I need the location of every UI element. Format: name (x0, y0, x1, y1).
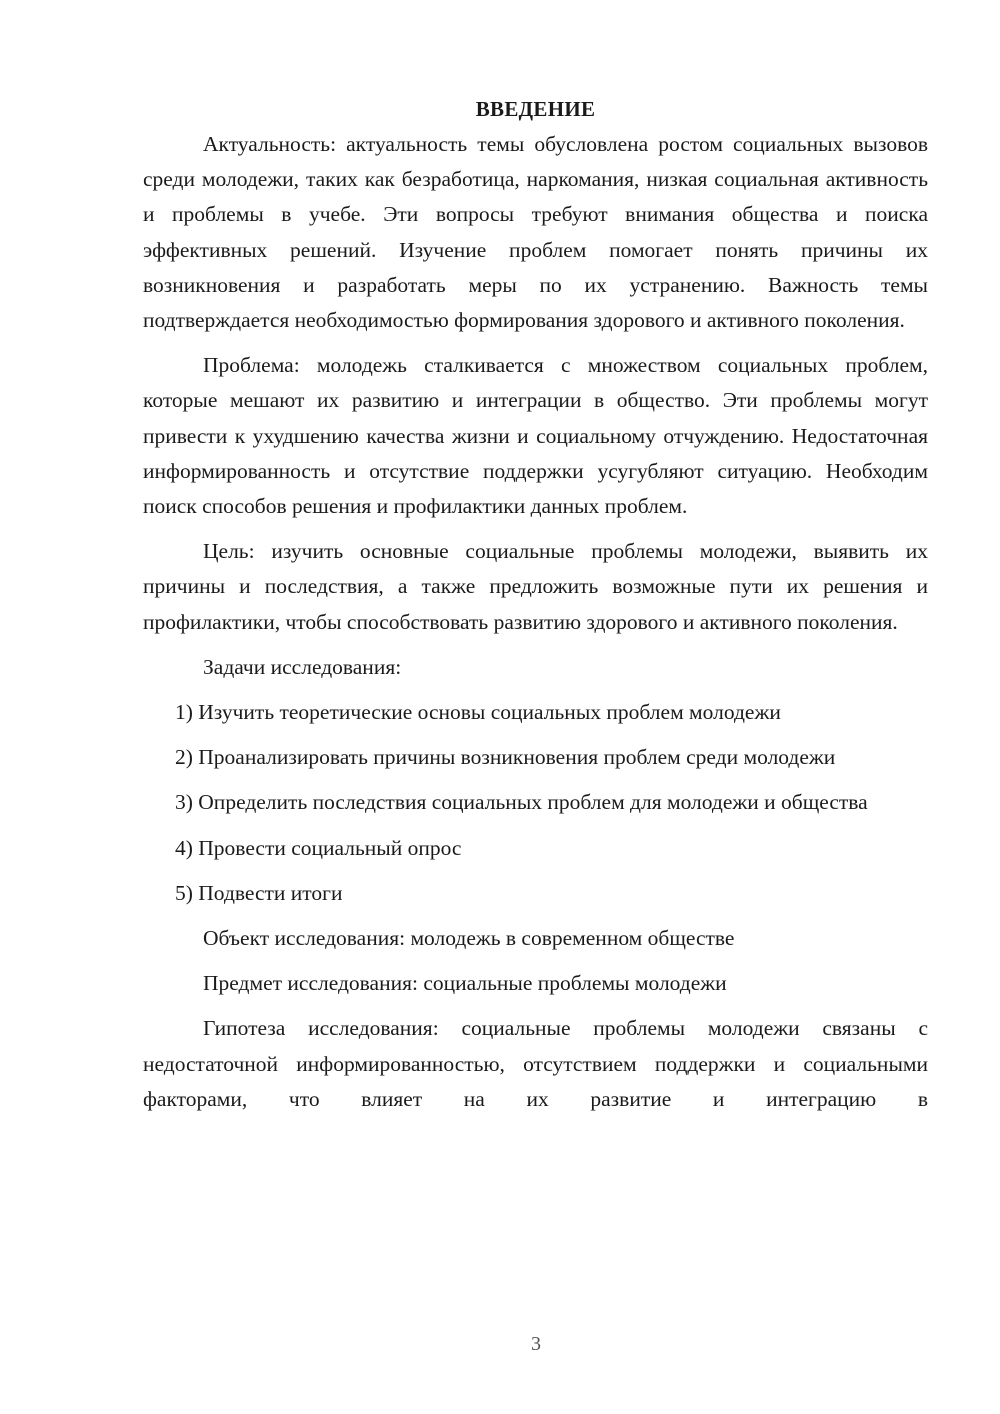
research-subject: Предмет исследования: социальные проблемы молодежи (203, 971, 727, 996)
task-item: 2) Проанализировать причины возникновения проблем среди молодежи (175, 745, 836, 770)
research-object: Объект исследования: молодежь в современном обществе (203, 926, 735, 951)
page-number: 3 (531, 1333, 541, 1355)
task-item: 1) Изучить теоретические основы социальных проблем молодежи (175, 700, 781, 725)
task-item: 4) Провести социальный опрос (175, 835, 462, 860)
paragraph-goal: Цель: изучить основные социальные проблемы молодежи, выявить их причины и последствия, а также предложить возможные пути их решения и профилактики, чтобы способствовать развитию здорового и активного поколения. (143, 539, 928, 634)
task-item: 5) Подвести итоги (175, 880, 343, 905)
section-title: ВВЕДЕНИЕ (475, 97, 596, 121)
document-page (143, 92, 928, 1117)
paragraph-problem: Проблема: молодежь сталкивается с множеством социальных проблем, которые мешают их развитию и интеграции в общество. Эти проблемы могут привести к ухудшению качества жизни и социальному отчуждению. Недостаточная информированность и отсутствие поддержки усугубляют ситуацию. Необходим поиск способов решения и профилактики данных проблем. (143, 353, 928, 519)
research-hypothesis: Гипотеза исследования: социальные проблемы молодежи связаны с недостаточной информированностью, отсутствием поддержки и социальными факторами, что влияет на их развитие и интеграцию в (143, 1016, 928, 1111)
tasks-heading: Задачи исследования: (203, 654, 402, 679)
paragraph-relevance: Актуальность: актуальность темы обусловлена ростом социальных вызовов среди молодежи, таких как безработица, наркомания, низкая социальная активность и проблемы в учебе. Эти вопросы требуют внимания общества и поиска эффективных решений. Изучение проблем помогает понять причины их возникновения и разработать меры по их устранению. Важность темы подтверждается необходимостью формирования здорового и активного поколения. (143, 132, 928, 333)
task-item: 3) Определить последствия социальных проблем для молодежи и общества (175, 790, 868, 815)
